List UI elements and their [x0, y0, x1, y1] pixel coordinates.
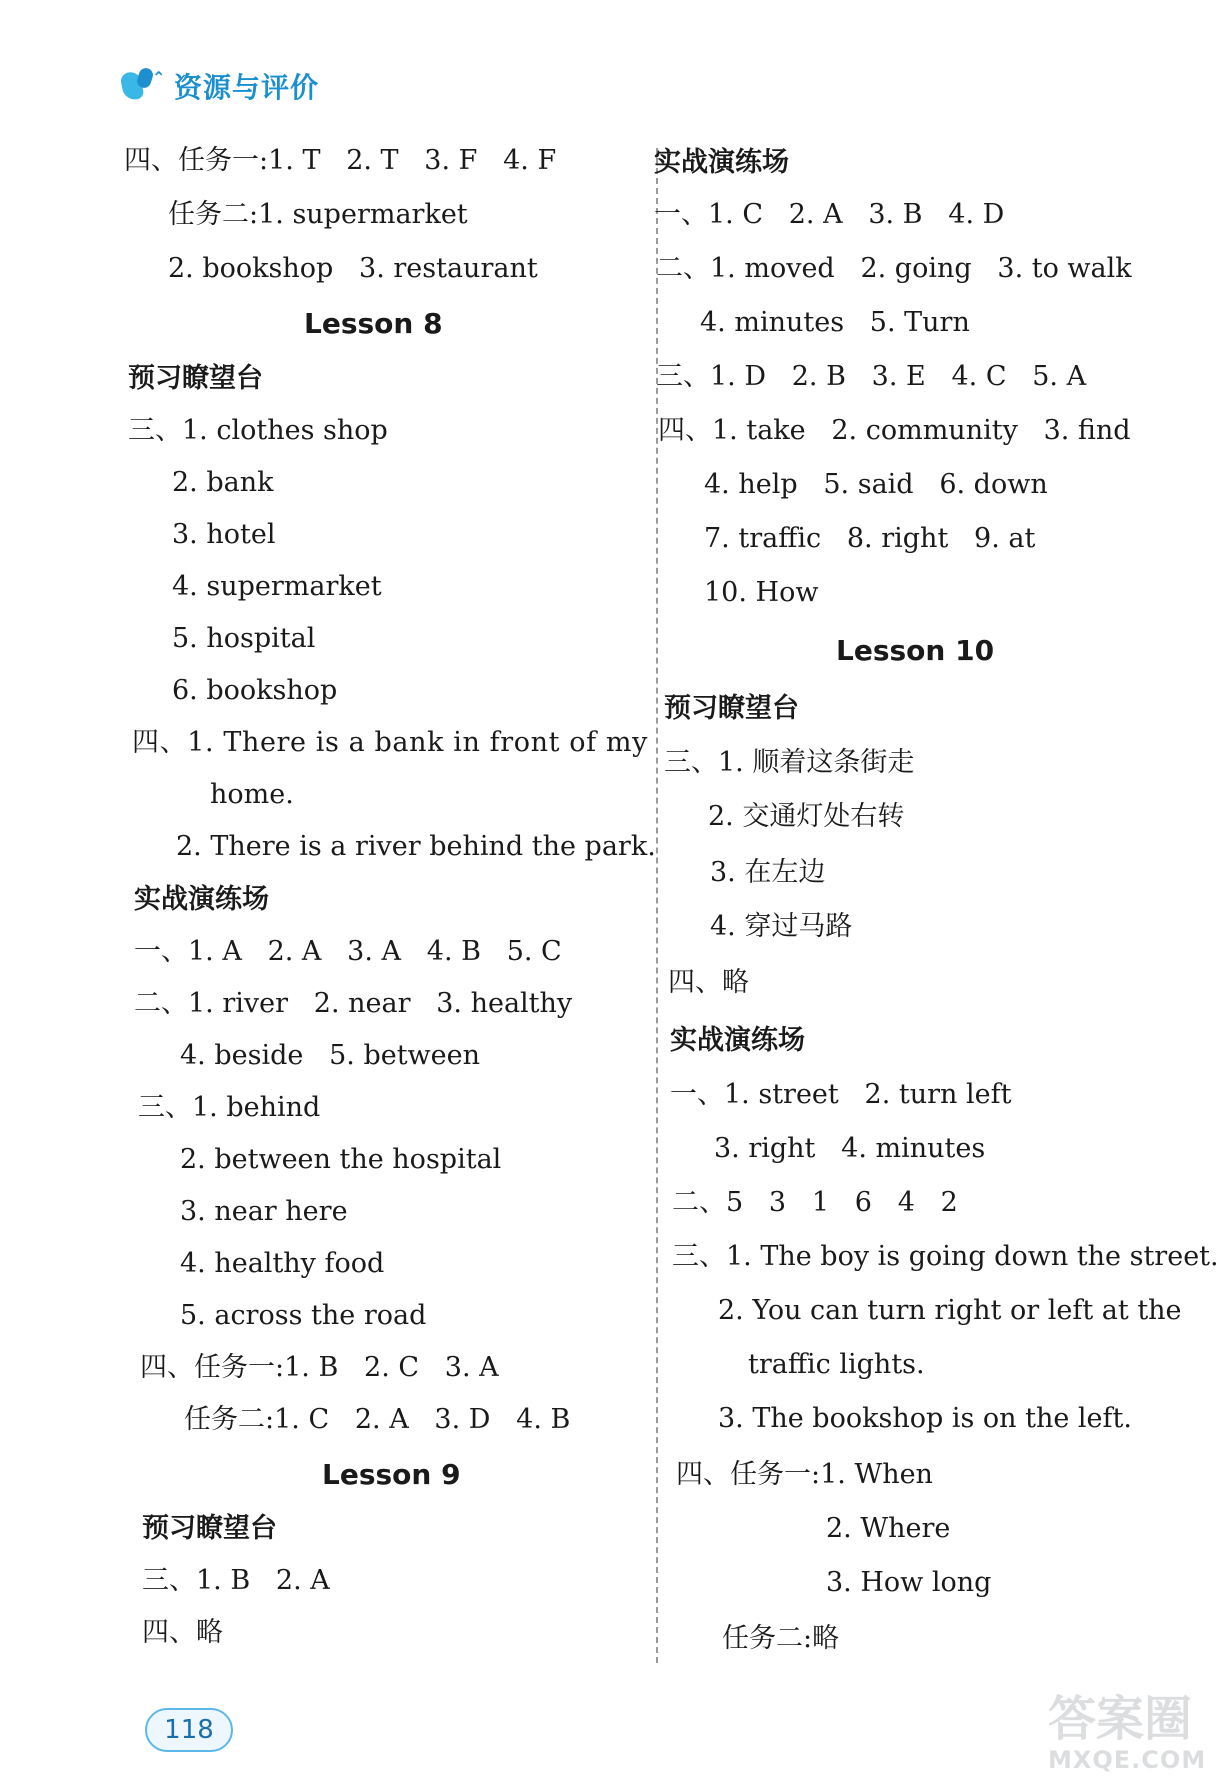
watermark-url: MXQE.COM — [1048, 1746, 1207, 1774]
answer-line: 四、1. take 2. community 3. find — [658, 415, 1131, 446]
answer-line: 三、1. behind — [138, 1092, 321, 1123]
answer-line: 三、1. 顺着这条街走 — [664, 747, 915, 778]
lesson-title: Lesson 9 — [322, 1458, 461, 1491]
watermark-logo: 答案圈 — [1048, 1691, 1193, 1747]
answer-line: 4. supermarket — [172, 571, 382, 602]
answer-line: 一、1. street 2. turn left — [670, 1079, 1012, 1110]
page-number: 118 — [145, 1708, 233, 1752]
answer-line: 一、1. C 2. A 3. B 4. D — [654, 199, 1005, 230]
answer-line: 7. traffic 8. right 9. at — [704, 523, 1036, 554]
answer-line: 5. across the road — [180, 1300, 427, 1331]
answer-line: 四、1. There is a bank in front of my — [132, 727, 648, 758]
answer-line: 3. hotel — [172, 519, 276, 550]
answer-line: 5. hospital — [172, 623, 316, 654]
answer-line: 3. How long — [826, 1567, 992, 1598]
header-title: 资源与评价 — [174, 71, 320, 104]
answer-line: 二、5 3 1 6 4 2 — [672, 1187, 958, 1218]
answer-line: 2. bookshop 3. restaurant — [168, 253, 538, 284]
answer-line: 三、1. B 2. A — [142, 1565, 330, 1596]
section-heading: 预习瞭望台 — [664, 693, 799, 724]
answer-line: 2. bank — [172, 467, 274, 498]
answer-line: 四、略 — [142, 1617, 223, 1648]
answer-line: 一、1. A 2. A 3. A 4. B 5. C — [134, 936, 562, 967]
answer-line: 任务二:略 — [722, 1623, 840, 1654]
answer-line: 2. You can turn right or left at the — [718, 1295, 1182, 1326]
answer-line: 3. right 4. minutes — [714, 1133, 986, 1164]
section-heading: 实战演练场 — [670, 1025, 805, 1056]
answer-line: traffic lights. — [748, 1349, 925, 1380]
answer-line: 四、任务一:1. B 2. C 3. A — [140, 1352, 499, 1383]
book-people-icon: ⌃ — [120, 64, 172, 108]
page-header — [120, 64, 319, 108]
answer-line: 三、1. D 2. B 3. E 4. C 5. A — [656, 361, 1087, 392]
lesson-title: Lesson 8 — [304, 307, 443, 340]
answer-line: 2. between the hospital — [180, 1144, 502, 1175]
answer-line: 6. bookshop — [172, 675, 338, 706]
answer-line: 2. 交通灯处右转 — [708, 801, 905, 832]
answer-line: 三、1. clothes shop — [128, 415, 388, 446]
answer-line: 四、任务一:1. When — [676, 1459, 933, 1490]
section-heading: 实战演练场 — [134, 884, 269, 915]
answer-line: 4. minutes 5. Turn — [700, 307, 970, 338]
answer-line: 任务二:1. supermarket — [168, 199, 468, 230]
answer-line: 10. How — [704, 577, 819, 608]
answer-line: 4. beside 5. between — [180, 1040, 481, 1071]
section-heading: 预习瞭望台 — [128, 363, 263, 394]
answer-line: 2. There is a river behind the park. — [176, 831, 656, 862]
answer-line: 3. The bookshop is on the left. — [718, 1403, 1132, 1434]
answer-line: 4. 穿过马路 — [710, 911, 853, 942]
answer-line: 二、1. moved 2. going 3. to walk — [656, 253, 1132, 284]
watermark — [1048, 1692, 1208, 1784]
answer-line: 四、略 — [668, 967, 749, 998]
answer-line: 任务二:1. C 2. A 3. D 4. B — [184, 1404, 571, 1435]
section-heading: 预习瞭望台 — [142, 1513, 277, 1544]
lesson-title: Lesson 10 — [836, 634, 995, 667]
answer-line: 2. Where — [826, 1513, 951, 1544]
section-heading: 实战演练场 — [654, 147, 789, 178]
answer-line: 3. near here — [180, 1196, 348, 1227]
answer-line: 四、任务一:1. T 2. T 3. F 4. F — [124, 145, 557, 176]
answer-line: 三、1. The boy is going down the street. — [672, 1241, 1219, 1272]
answer-line: 二、1. river 2. near 3. healthy — [134, 988, 573, 1019]
answer-line: 4. healthy food — [180, 1248, 385, 1279]
answer-line: home. — [210, 779, 294, 810]
answer-line: 4. help 5. said 6. down — [704, 469, 1048, 500]
answer-line: 3. 在左边 — [710, 857, 826, 888]
